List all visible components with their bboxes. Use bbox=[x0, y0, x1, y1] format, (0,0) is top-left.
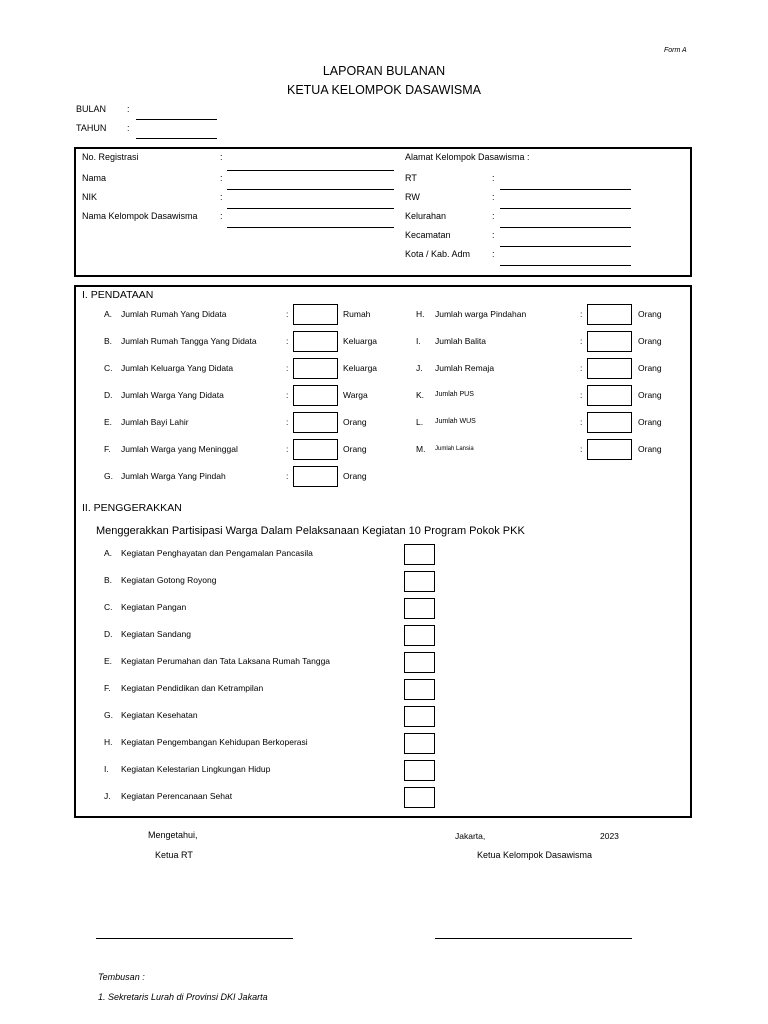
nama-input-line[interactable] bbox=[227, 189, 394, 190]
row-letter: K. bbox=[416, 390, 425, 400]
row-unit: Orang bbox=[638, 444, 662, 454]
activity-checkbox[interactable] bbox=[404, 733, 435, 754]
activity-label: Kegiatan Perencanaan Sehat bbox=[121, 791, 233, 801]
row-unit: Orang bbox=[638, 336, 662, 346]
activity-label: Kegiatan Penghayatan dan Pengamalan Pancasila bbox=[121, 548, 313, 558]
identity-label-kelurahan: Kelurahan bbox=[405, 211, 447, 221]
row-unit: Orang bbox=[343, 471, 367, 481]
identity-label-kelompok: Nama Kelompok Dasawisma bbox=[82, 211, 198, 221]
activity-letter: B. bbox=[104, 575, 113, 585]
row-letter: M. bbox=[416, 444, 426, 454]
row-letter: B. bbox=[104, 336, 113, 346]
signature-line-ketua[interactable] bbox=[435, 938, 632, 939]
row-sep: : bbox=[286, 471, 289, 481]
activity-checkbox[interactable] bbox=[404, 544, 435, 565]
pus-count-input[interactable] bbox=[587, 385, 632, 406]
activity-checkbox[interactable] bbox=[404, 598, 435, 619]
keluarga-count-input[interactable] bbox=[293, 358, 338, 379]
activity-label: Kegiatan Pendidikan dan Ketrampilan bbox=[121, 683, 264, 693]
form-code: Form A bbox=[664, 47, 687, 54]
activity-label: Kegiatan Gotong Royong bbox=[121, 575, 217, 585]
row-label: Jumlah Rumah Yang Didata bbox=[121, 309, 227, 319]
row-letter: C. bbox=[104, 363, 113, 373]
section-title-penggerakkan: II. PENGGERAKKAN bbox=[82, 502, 182, 514]
row-sep: : bbox=[580, 336, 583, 346]
row-letter: A. bbox=[104, 309, 113, 319]
identity-label-kota: Kota / Kab. Adm bbox=[405, 249, 471, 259]
row-label: Jumlah Warga Yang Didata bbox=[121, 390, 224, 400]
row-unit: Orang bbox=[638, 390, 662, 400]
identity-sep: : bbox=[492, 211, 495, 221]
signature-role-rt: Ketua RT bbox=[155, 850, 193, 860]
row-unit: Orang bbox=[638, 417, 662, 427]
activity-letter: I. bbox=[104, 764, 109, 774]
identity-sep: : bbox=[220, 152, 223, 162]
activity-letter: J. bbox=[104, 791, 111, 801]
activity-checkbox[interactable] bbox=[404, 571, 435, 592]
rt-input-line[interactable] bbox=[500, 189, 631, 190]
activity-letter: F. bbox=[104, 683, 111, 693]
identity-sep: : bbox=[492, 173, 495, 183]
rumah-count-input[interactable] bbox=[293, 304, 338, 325]
period-label-tahun: TAHUN bbox=[76, 123, 107, 133]
penggerakkan-intro: Menggerakkan Partisipasi Warga Dalam Pelaksanaan Kegiatan 10 Program Pokok PKK bbox=[96, 525, 525, 537]
period-sep-bulan: : bbox=[127, 104, 130, 114]
row-sep: : bbox=[580, 309, 583, 319]
row-unit: Orang bbox=[638, 309, 662, 319]
row-sep: : bbox=[580, 417, 583, 427]
identity-sep: : bbox=[220, 173, 223, 183]
tahun-input-line[interactable] bbox=[136, 138, 217, 139]
report-title: LAPORAN BULANAN bbox=[322, 64, 446, 78]
pindahan-count-input[interactable] bbox=[587, 304, 632, 325]
row-sep: : bbox=[580, 444, 583, 454]
nik-input-line[interactable] bbox=[227, 208, 394, 209]
row-unit: Keluarga bbox=[343, 363, 378, 373]
warga-count-input[interactable] bbox=[293, 385, 338, 406]
kelurahan-input-line[interactable] bbox=[500, 227, 631, 228]
activity-letter: E. bbox=[104, 656, 113, 666]
row-label: Jumlah Lansia bbox=[435, 446, 474, 452]
row-letter: H. bbox=[416, 309, 425, 319]
row-letter: J. bbox=[416, 363, 423, 373]
signature-year: 2023 bbox=[600, 831, 619, 841]
bayi-lahir-count-input[interactable] bbox=[293, 412, 338, 433]
row-letter: F. bbox=[104, 444, 111, 454]
signature-line-rt[interactable] bbox=[96, 938, 293, 939]
signature-place: Jakarta, bbox=[455, 831, 486, 841]
activity-checkbox[interactable] bbox=[404, 706, 435, 727]
row-unit: Warga bbox=[343, 390, 368, 400]
row-label: Jumlah Keluarga Yang Didata bbox=[121, 363, 234, 373]
identity-sep: : bbox=[220, 192, 223, 202]
identity-label-nik: NIK bbox=[82, 192, 98, 202]
activity-checkbox[interactable] bbox=[404, 787, 435, 808]
kota-input-line[interactable] bbox=[500, 265, 631, 266]
row-unit: Keluarga bbox=[343, 336, 378, 346]
activity-label: Kegiatan Kesehatan bbox=[121, 710, 198, 720]
period-label-bulan: BULAN bbox=[76, 104, 107, 114]
row-label: Jumlah Bayi Lahir bbox=[121, 417, 189, 427]
row-unit: Rumah bbox=[343, 309, 371, 319]
activity-letter: G. bbox=[104, 710, 113, 720]
meninggal-count-input[interactable] bbox=[293, 439, 338, 460]
row-sep: : bbox=[286, 444, 289, 454]
row-letter: D. bbox=[104, 390, 113, 400]
row-sep: : bbox=[286, 390, 289, 400]
activity-label: Kegiatan Perumahan dan Tata Laksana Rumah Tangga bbox=[121, 656, 331, 666]
identity-sep: : bbox=[492, 230, 495, 240]
activity-letter: D. bbox=[104, 629, 113, 639]
row-sep: : bbox=[286, 336, 289, 346]
signature-mengetahui: Mengetahui, bbox=[148, 830, 198, 840]
rumah-tangga-count-input[interactable] bbox=[293, 331, 338, 352]
identity-sep: : bbox=[492, 249, 495, 259]
kecamatan-input-line[interactable] bbox=[500, 246, 631, 247]
bulan-input-line[interactable] bbox=[136, 119, 217, 120]
activity-letter: H. bbox=[104, 737, 113, 747]
activity-checkbox[interactable] bbox=[404, 760, 435, 781]
activity-label: Kegiatan Pangan bbox=[121, 602, 187, 612]
activity-label: Kegiatan Pengembangan Kehidupan Berkoperasi bbox=[121, 737, 308, 747]
row-letter: I. bbox=[416, 336, 421, 346]
section-title-pendataan: I. PENDATAAN bbox=[82, 289, 154, 301]
row-label: Jumlah PUS bbox=[435, 391, 474, 398]
row-label: Jumlah Balita bbox=[435, 336, 487, 346]
activity-letter: C. bbox=[104, 602, 113, 612]
row-unit: Orang bbox=[343, 444, 367, 454]
identity-label-rw: RW bbox=[405, 192, 420, 202]
row-letter: G. bbox=[104, 471, 113, 481]
row-sep: : bbox=[286, 417, 289, 427]
row-label: Jumlah Rumah Tangga Yang Didata bbox=[121, 336, 257, 346]
identity-label-registrasi: No. Registrasi bbox=[82, 152, 139, 162]
row-unit: Orang bbox=[343, 417, 367, 427]
identity-label-nama: Nama bbox=[82, 173, 107, 183]
row-letter: E. bbox=[104, 417, 113, 427]
signature-role-ketua: Ketua Kelompok Dasawisma bbox=[477, 850, 593, 860]
identity-label-kecamatan: Kecamatan bbox=[405, 230, 451, 240]
row-label: Jumlah Warga Yang Pindah bbox=[121, 471, 226, 481]
row-label: Jumlah Remaja bbox=[435, 363, 495, 373]
activity-letter: A. bbox=[104, 548, 113, 558]
row-unit: Orang bbox=[638, 363, 662, 373]
kelompok-input-line[interactable] bbox=[227, 227, 394, 228]
activity-label: Kegiatan Sandang bbox=[121, 629, 191, 639]
identity-label-rt: RT bbox=[405, 173, 417, 183]
wus-count-input[interactable] bbox=[587, 412, 632, 433]
registrasi-input-line[interactable] bbox=[227, 170, 394, 171]
activity-checkbox[interactable] bbox=[404, 625, 435, 646]
activity-checkbox[interactable] bbox=[404, 679, 435, 700]
pindah-count-input[interactable] bbox=[293, 466, 338, 487]
row-label: Jumlah Warga yang Meninggal bbox=[121, 444, 238, 454]
row-sep: : bbox=[286, 363, 289, 373]
row-sep: : bbox=[286, 309, 289, 319]
activity-checkbox[interactable] bbox=[404, 652, 435, 673]
identity-label-alamat: Alamat Kelompok Dasawisma : bbox=[405, 152, 530, 162]
balita-count-input[interactable] bbox=[587, 331, 632, 352]
identity-sep: : bbox=[220, 211, 223, 221]
lansia-count-input[interactable] bbox=[587, 439, 632, 460]
activity-label: Kegiatan Kelestarian Lingkungan Hidup bbox=[121, 764, 271, 774]
rw-input-line[interactable] bbox=[500, 208, 631, 209]
remaja-count-input[interactable] bbox=[587, 358, 632, 379]
row-label: Jumlah warga Pindahan bbox=[435, 309, 527, 319]
row-sep: : bbox=[580, 363, 583, 373]
row-sep: : bbox=[580, 390, 583, 400]
row-label: Jumlah WUS bbox=[435, 418, 476, 425]
cc-title: Tembusan : bbox=[98, 972, 145, 982]
period-sep-tahun: : bbox=[127, 123, 130, 133]
identity-sep: : bbox=[492, 192, 495, 202]
cc-item: 1. Sekretaris Lurah di Provinsi DKI Jakarta bbox=[98, 992, 268, 1002]
row-letter: L. bbox=[416, 417, 424, 427]
report-subtitle: KETUA KELOMPOK DASAWISMA bbox=[286, 83, 482, 97]
